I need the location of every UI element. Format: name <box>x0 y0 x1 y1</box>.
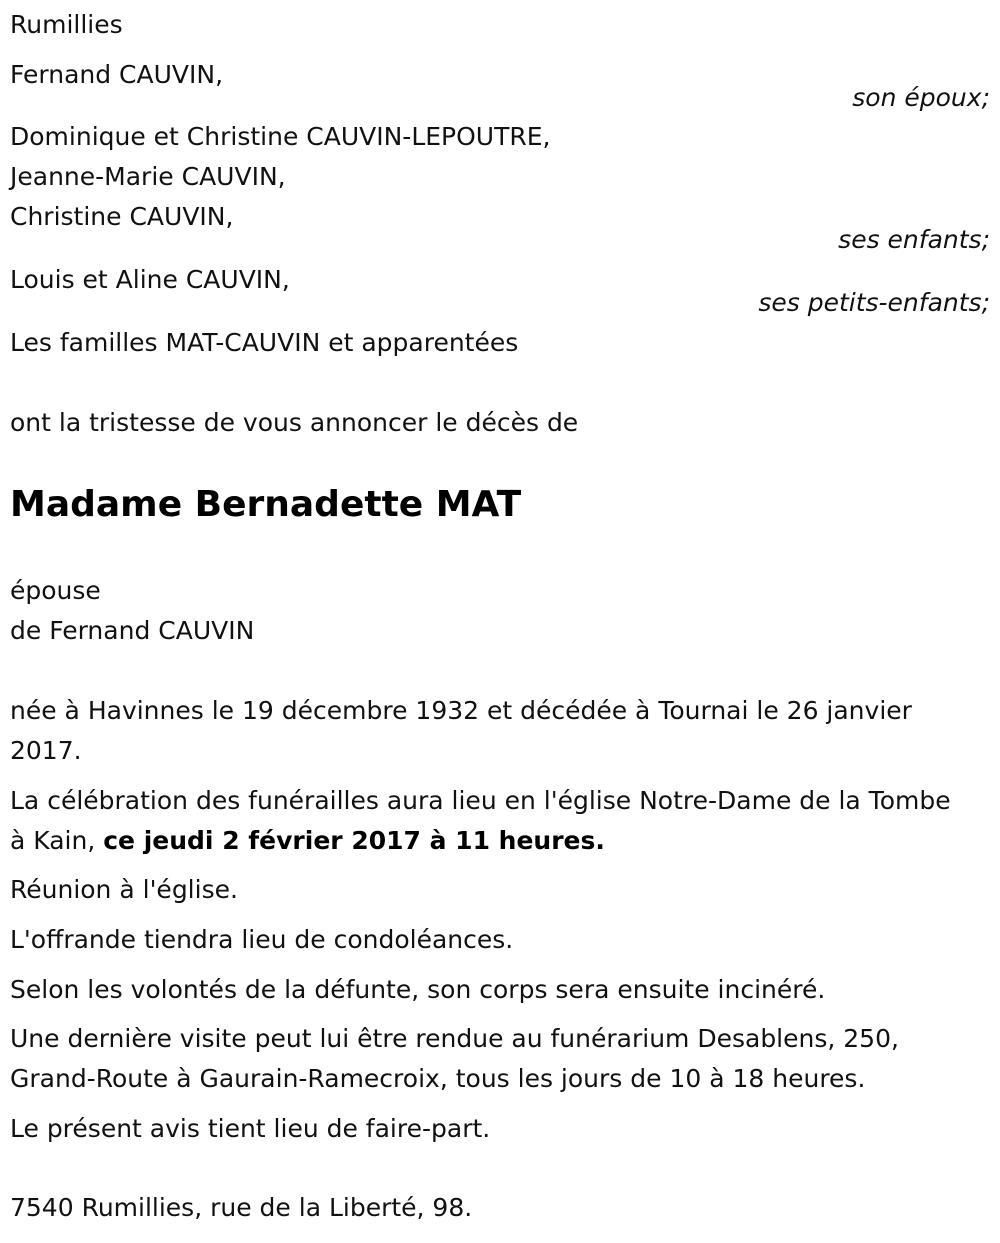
extended-families: Les familles MAT-CAUVIN et apparentées <box>10 328 519 357</box>
spouse-name: Fernand CAUVIN, <box>10 60 224 89</box>
grandchildren-role: ses petits-enfants; <box>758 288 990 317</box>
notice-text: Le présent avis tient lieu de faire-part. <box>10 1114 491 1143</box>
ceremony-text <box>10 781 970 861</box>
place-heading: Rumillies <box>10 10 123 39</box>
relation-line: de Fernand CAUVIN <box>10 616 255 645</box>
offering-text: L'offrande tiendra lieu de condoléances. <box>10 925 514 954</box>
birth-death-text: née à Havinnes le 19 décembre 1932 et décédée à Tournai le 26 janvier 2017. <box>10 696 912 765</box>
children-role: ses enfants; <box>838 225 990 254</box>
child-name: Christine CAUVIN, <box>10 202 234 231</box>
deceased-name: Madame Bernadette MAT <box>10 484 522 525</box>
grandchildren-name: Louis et Aline CAUVIN, <box>10 265 290 294</box>
relation-line: épouse <box>10 576 101 605</box>
cremation-text: Selon les volontés de la défunte, son corps sera ensuite incinéré. <box>10 975 826 1004</box>
meeting-text: Réunion à l'église. <box>10 875 238 904</box>
announcement-text: ont la tristesse de vous annoncer le décès de <box>10 408 579 437</box>
child-name: Jeanne-Marie CAUVIN, <box>10 162 286 191</box>
child-name: Dominique et Christine CAUVIN-LEPOUTRE, <box>10 122 551 151</box>
visit-text: Une dernière visite peut lui être rendue au funérarium Desablens, 250, Grand-Route à Gaurain-Ramecroix, tous les jours de 10 à 18 heures. <box>10 1024 899 1093</box>
spouse-role: son époux; <box>852 83 990 112</box>
ceremony-datetime: ce jeudi 2 février 2017 à 11 heures. <box>103 826 605 855</box>
ceremony-place: La célébration des funérailles aura lieu en l'église Notre-Dame de la Tombe à Kain, <box>10 786 951 855</box>
address-text: 7540 Rumillies, rue de la Liberté, 98. <box>10 1193 473 1222</box>
